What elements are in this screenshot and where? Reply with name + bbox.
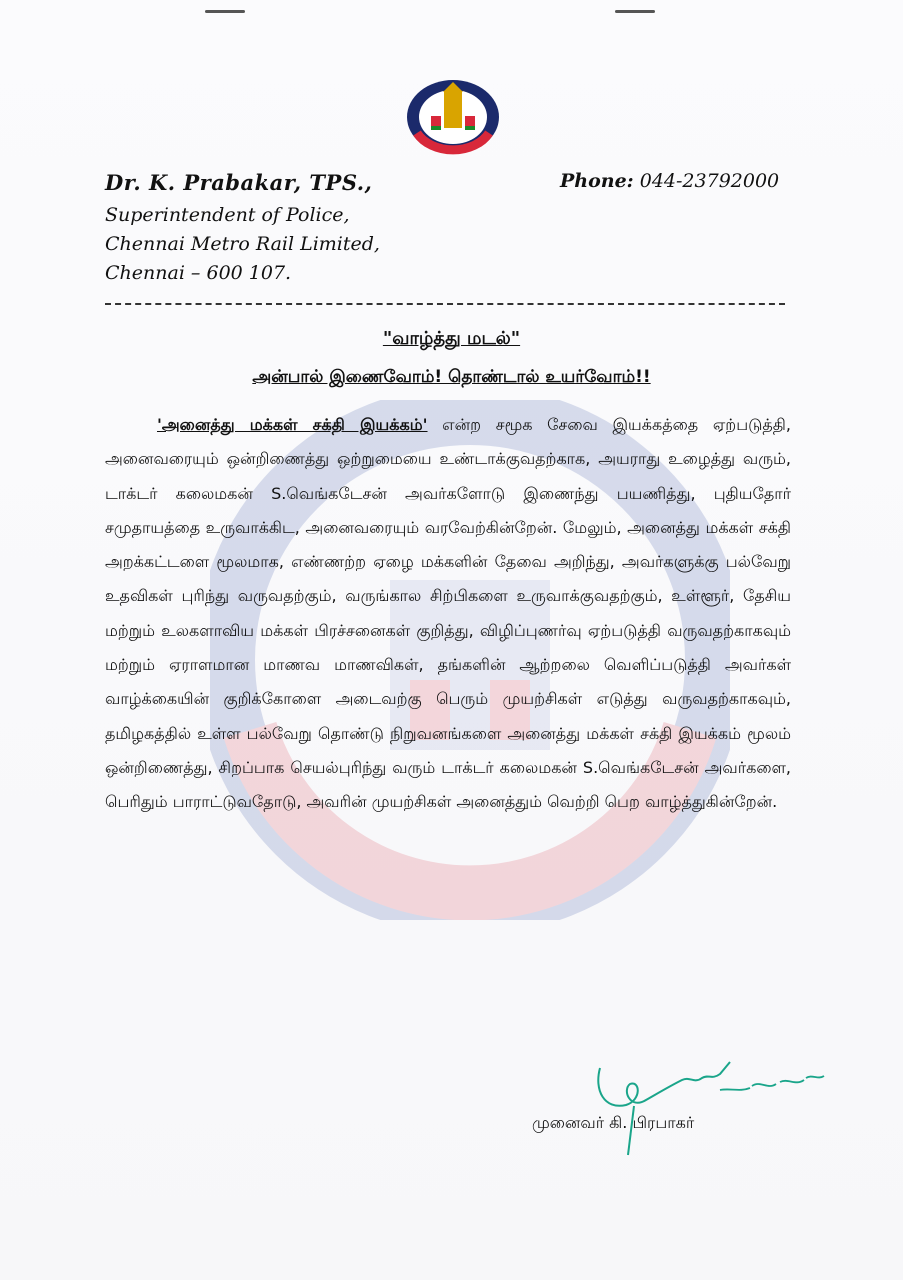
letter-body [105, 408, 791, 820]
letterhead-sender [105, 170, 380, 288]
tamil-nadu-police-emblem [405, 78, 501, 156]
letter-title: "வாழ்த்து மடல்" [382, 328, 521, 349]
phone-label: Phone: [560, 170, 634, 192]
sender-organization: Chennai Metro Rail Limited, [105, 233, 380, 255]
sender-name: Dr. K. Prabakar, TPS., [105, 170, 373, 195]
fold-mark [205, 10, 245, 13]
phone-number: 044-23792000 [639, 170, 780, 192]
handwritten-signature [590, 1050, 830, 1160]
fold-mark [615, 10, 655, 13]
sender-phone [560, 170, 779, 192]
header-divider [105, 303, 785, 305]
sender-city: Chennai – 600 107. [105, 262, 292, 284]
signatory-name: முனைவர் கி. பிரபாகர் [532, 1113, 695, 1132]
letter-body-text: என்ற சமூக சேவை இயக்கத்தை ஏற்படுத்தி, அனைவரையும் ஒன்றிணைத்து ஒற்றுமையை உண்டாக்குவதற்காக, அயராது உழைத்து வரும், டாக்டர் கலைமகன் S.வெங்கடேசன் அவர்களோடு இணைந்து பயணித்து, புதியதோர் சமுதாயத்தை உருவாக்கிட, அனைவரையும் வரவேற்கின்றேன். மேலும், அனைத்து மக்கள் சக்தி அறக்கட்டளை மூலமாக, எண்ணற்ற ஏழை மக்களின் தேவை அறிந்து, அவர்களுக்கு பல்வேறு உதவிகள் புரிந்து வருவதற்கும், வருங்கால சிற்பிகளை உருவாக்குவதற்கும், உள்ளூர், தேசிய மற்றும் உலகளாவிய மக்கள் பிரச்சனைகள் குறித்து, விழிப்புணர்வு ஏற்படுத்தி வருவதற்காகவும் மற்றும் ஏராளமான மாணவ மாணவிகள், தங்களின் ஆற்றலை வெளிப்படுத்தி அவர்கள் வாழ்க்கையின் குறிக்கோளை அடைவற்கு பெரும் முயற்சிகள் எடுத்து வருவதற்காகவும், தமிழகத்தில் உள்ள பல்வேறு தொண்டு நிறுவனங்களை அனைத்து மக்கள் சக்தி இயக்கம் மூலம் ஒன்றிணைத்து, சிறப்பாக செயல்புரிந்து வரும் டாக்டர் கலைமகன் S.வெங்கடேசன் அவர்களை, பெரிதும் பாராட்டுவதோடு, அவரின் முயற்சிகள் அனைத்தும் வெற்றி பெற வாழ்த்துகின்றேன். [105, 415, 792, 812]
movement-name: 'அனைத்து மக்கள் சக்தி இயக்கம்' [157, 415, 428, 434]
letter-subtitle: அன்பால் இணைவோம்! தொண்டால் உயர்வோம்!! [252, 367, 651, 387]
sender-designation: Superintendent of Police, [105, 204, 350, 226]
